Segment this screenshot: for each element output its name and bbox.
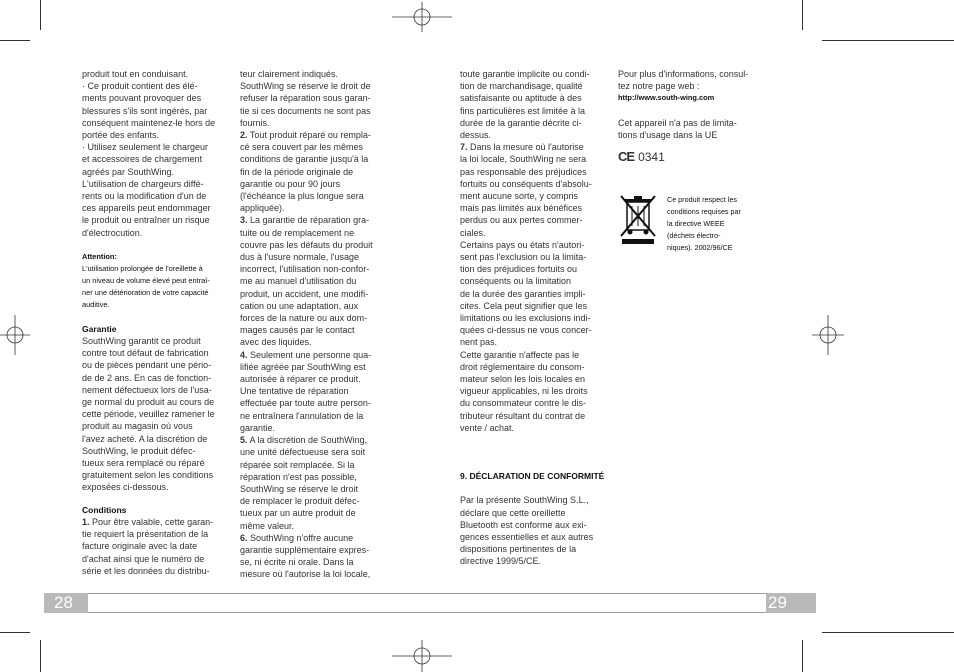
ce-number: 0341 (638, 150, 665, 165)
condition-text: Tout produit réparé ou rempla- cé sera couvert par les mêmes conditions de garantie jusqu'à la fin de la période originale de garantie ou pour 90 jours (l'échéance la plus longue sera appliquée). (240, 130, 371, 214)
garantie-heading: Garantie (82, 323, 117, 334)
usage-limits-text: Cet appareil n'a pas de limita- tions d'usage dans la UE (618, 117, 737, 140)
attention-body: L'utilisation prolongée de l'oreillette à un niveau de volume élevé peut entraî- ner une détérioration de votre capacité auditive. (82, 263, 210, 309)
bottom-rule (78, 612, 766, 613)
condition-7 (460, 141, 610, 434)
crop-mark (40, 640, 41, 672)
condition-1-cont: teur clairement indiqués. SouthWing se réserve le droit de refuser la réparation sous garan- tie si ces documents ne sont pas fournis. (240, 69, 371, 128)
condition-text: A la discrétion de SouthWing, une unité défectueuse sera soit réparée soit remplacée. Si la réparation n'est pas possible, SouthWing se réserve le droit de remplacer le produit défec- tueux par un autre produit de même valeur. (240, 435, 368, 531)
crop-mark (822, 632, 954, 633)
registration-mark-right (812, 315, 844, 355)
safety-text: produit tout en conduisant. · Ce produit contient des élé- ments pouvant provoquer des blessures s'ils sont ingérés, par conséquent maintenez-le hors de portée des enfants. · Utilisez seulement le chargeur et accessoires de chargement agréés par SouthWing. L'utilisation de chargeurs diffé- rents ou la modification d'un de ces appareils peut endommager le produit ou entraîner un risque d'électrocution. (82, 69, 216, 238)
condition-4 (240, 349, 390, 434)
weee-notice: Ce produit respect les conditions requises par la directive WEEE (déchets électro- niques). 2002/96/CE (667, 195, 741, 252)
bottom-rule (78, 593, 766, 594)
attention-title: Attention: (82, 251, 117, 261)
condition-text: Dans la mesure où l'autorise la loi locale, SouthWing ne sera pas responsable des préjudices fortuits ou conséquents d'absolu- ment aucune sorte, y compris mais pas limités aux bénéfices perdus ou aux pertes commer- ciales. Certains pays ou états n'autori- sent pas l'exclusion ou la limita- tion des préjudices fortuits ou conséquents ou la limitation de la durée des garanties impli- cites. Cela peut signifier que les limitations ou les exclusions indi- quées ci-dessus ne vous concer- nent pas. Cette garantie n'affecte pas le droit réglementaire du consom- mateur selon les lois locales en vigueur applicables, ni les droits du consommateur contre le dis- tributeur résultant du contrat de vente / achat. (460, 142, 592, 433)
condition-text: SouthWing n'offre aucune garantie supplémentaire expres- se, ni écrite ni orale. Dans la mesure où l'autorise la loi locale, (240, 532, 371, 580)
condition-5 (240, 434, 390, 532)
crop-mark (802, 640, 803, 672)
condition-text: La garantie de réparation gra- tuite ou de remplacement ne couvre pas les défauts du produit dus à l'usure normale, l'usage incorrect, l'utilisation non-confor- me au manuel d'utilisation du produit, un accident, une modifi- cation ou une adaptation, aux forces de la nature ou aux dom- mages causés par le contact avec des liquides. (240, 215, 373, 348)
condition-6 (240, 532, 390, 581)
crop-mark (0, 632, 30, 633)
registration-mark-bottom (392, 640, 452, 672)
ce-marking (618, 151, 768, 163)
section-9-body: Par la présente SouthWing S.L., déclare que cette oreillette Bluetooth est conforme aux exi- gences essentielles et aux autres dispositions pertinentes de la directive 1999/5/CE. (460, 495, 594, 567)
crop-mark (822, 40, 954, 41)
condition-number: 3. (240, 215, 248, 226)
column-4 (618, 68, 768, 163)
crop-mark (40, 0, 41, 30)
section-9-heading: 9. DÉCLARATION DE CONFORMITÉ (460, 471, 605, 482)
condition-6-cont: toute garantie implicite ou condi- tion de marchandisage, qualité satisfaisante ou aptitude à des fins particulières est limitée à la durée de la garantie décrite ci- dessus. (460, 69, 590, 141)
more-info-text: Pour plus d'informations, consul- tez notre page web : (618, 69, 749, 92)
condition-text: Pour être valable, cette garan- tie requiert la présentation de la facture originale avec la date d'achat ainsi que le numéro de série et les données du distribu- (82, 516, 214, 576)
condition-2 (240, 129, 390, 214)
registration-mark-left (0, 315, 30, 355)
condition-number: 4. (240, 349, 248, 360)
condition-number: 6. (240, 532, 248, 543)
page-number-left: 28 (44, 593, 88, 613)
crossed-out-wheelie-bin-icon (618, 194, 658, 244)
condition-3 (240, 214, 390, 348)
condition-number: 7. (460, 142, 468, 153)
garantie-body: SouthWing garantit ce produit contre tout défaut de fabrication ou de pièces pendant une pério- de de 2 ans. En cas de fonction- nement défectueux lors de l'usa- ge normal du produit au cours de cette période, veuillez ramener le produit au magasin où vous l'avez acheté. A la discrétion de SouthWing, le produit défec- tueux sera remplacé ou réparé gratuitement selon les conditions exposées ci-dessous. (82, 336, 215, 493)
website-url: http://www.south-wing.com (618, 93, 715, 103)
column-3 (460, 68, 610, 568)
conditions-heading: Conditions (82, 504, 127, 515)
column-2 (240, 68, 390, 581)
registration-mark-top (392, 2, 452, 32)
column-1 (82, 68, 230, 577)
condition-1 (82, 516, 230, 577)
condition-number: 5. (240, 435, 248, 446)
condition-number: 1. (82, 516, 90, 527)
page-number-right: 29 (766, 593, 816, 613)
condition-text: Seulement une personne qua- lifiée agréée par SouthWing est autorisée à réparer ce produit. Une tentative de réparation effectuée par toute autre person- ne entraînera l'annulation de la garantie. (240, 349, 372, 433)
ce-mark-icon: CE (618, 149, 635, 165)
crop-mark (802, 0, 803, 30)
condition-number: 2. (240, 130, 248, 141)
crop-mark (0, 40, 30, 41)
